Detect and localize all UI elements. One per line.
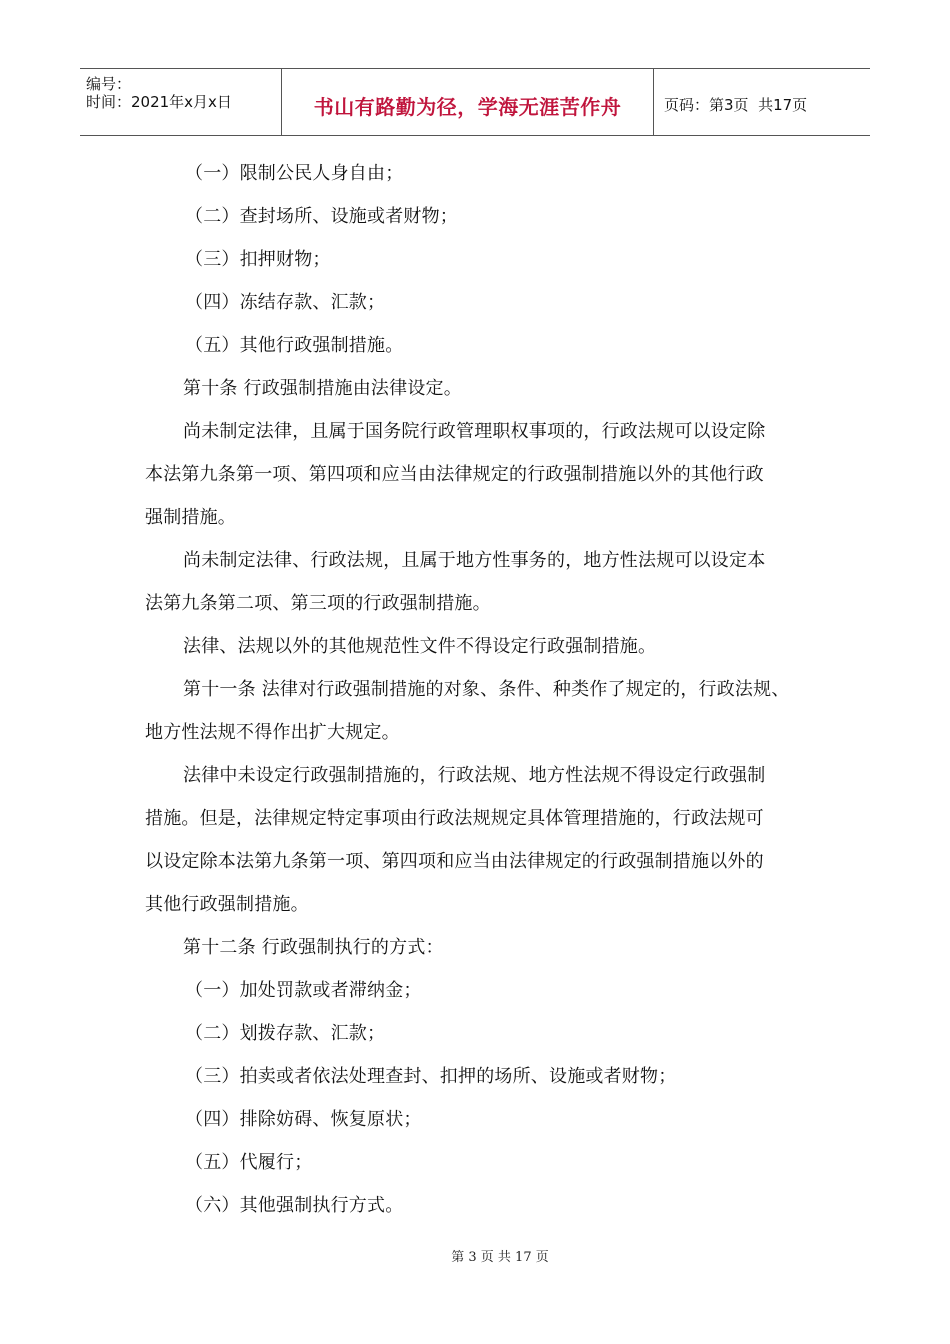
header-meta [80,69,282,135]
text-line: （二）划拨存款、汇款； [185,1023,386,1044]
header-motto-cell [282,69,654,135]
text-line: 尚未制定法律，且属于国务院行政管理职权事项的，行政法规可以设定除 [183,421,766,442]
text-line: 本法第九条第一项、第四项和应当由法律规定的行政强制措施以外的其他行政 [145,464,764,485]
text-line: （五）其他行政强制措施。 [185,335,404,356]
article-heading: 第十条 行政强制措施由法律设定。 [183,378,462,399]
page-footer: 第 3 页 共 17 页 [451,1250,549,1265]
text-line: （一）限制公民人身自由； [185,163,404,184]
header-page-cell [654,69,870,135]
text-line: 其他行政强制措施。 [145,894,309,915]
text-line: （二）查封场所、设施或者财物； [185,206,458,227]
text-line: 法第九条第二项、第三项的行政强制措施。 [145,593,491,614]
text-line: （五）代履行； [185,1152,313,1173]
motto: 书山有路勤为径，学海无涯苦作舟 [313,95,622,119]
text-line: （四）冻结存款、汇款； [185,292,386,313]
page-header [80,68,870,136]
text-line: 尚未制定法律、行政法规，且属于地方性事务的，地方性法规可以设定本 [183,550,766,571]
text-line: （四）排除妨碍、恢复原状； [185,1109,422,1130]
article-heading: 第十一条 法律对行政强制措施的对象、条件、种类作了规定的，行政法规、 [183,679,790,700]
text-line: 以设定除本法第九条第一项、第四项和应当由法律规定的行政强制措施以外的 [145,851,764,872]
text-line: 法律中未设定行政强制措施的，行政法规、地方性法规不得设定行政强制 [183,765,766,786]
text-line: （一）加处罚款或者滞纳金； [185,980,422,1001]
page-info: 页码：第3页 共17页 [664,96,808,114]
text-line: （三）拍卖或者依法处理查封、扣押的场所、设施或者财物； [185,1066,677,1087]
text-line: 法律、法规以外的其他规范性文件不得设定行政强制措施。 [183,636,657,657]
text-line: 强制措施。 [145,507,236,528]
article-heading: 第十二条 行政强制执行的方式： [183,937,444,958]
text-line: 地方性法规不得作出扩大规定。 [145,722,400,743]
text-line: （六）其他强制执行方式。 [185,1195,404,1216]
serial-label: 编号： [86,75,132,93]
text-line: 措施。但是，法律规定特定事项由行政法规规定具体管理措施的，行政法规可 [145,808,764,829]
time-label: 时间：2021年x月x日 [86,93,232,111]
text-line: （三）扣押财物； [185,249,331,270]
